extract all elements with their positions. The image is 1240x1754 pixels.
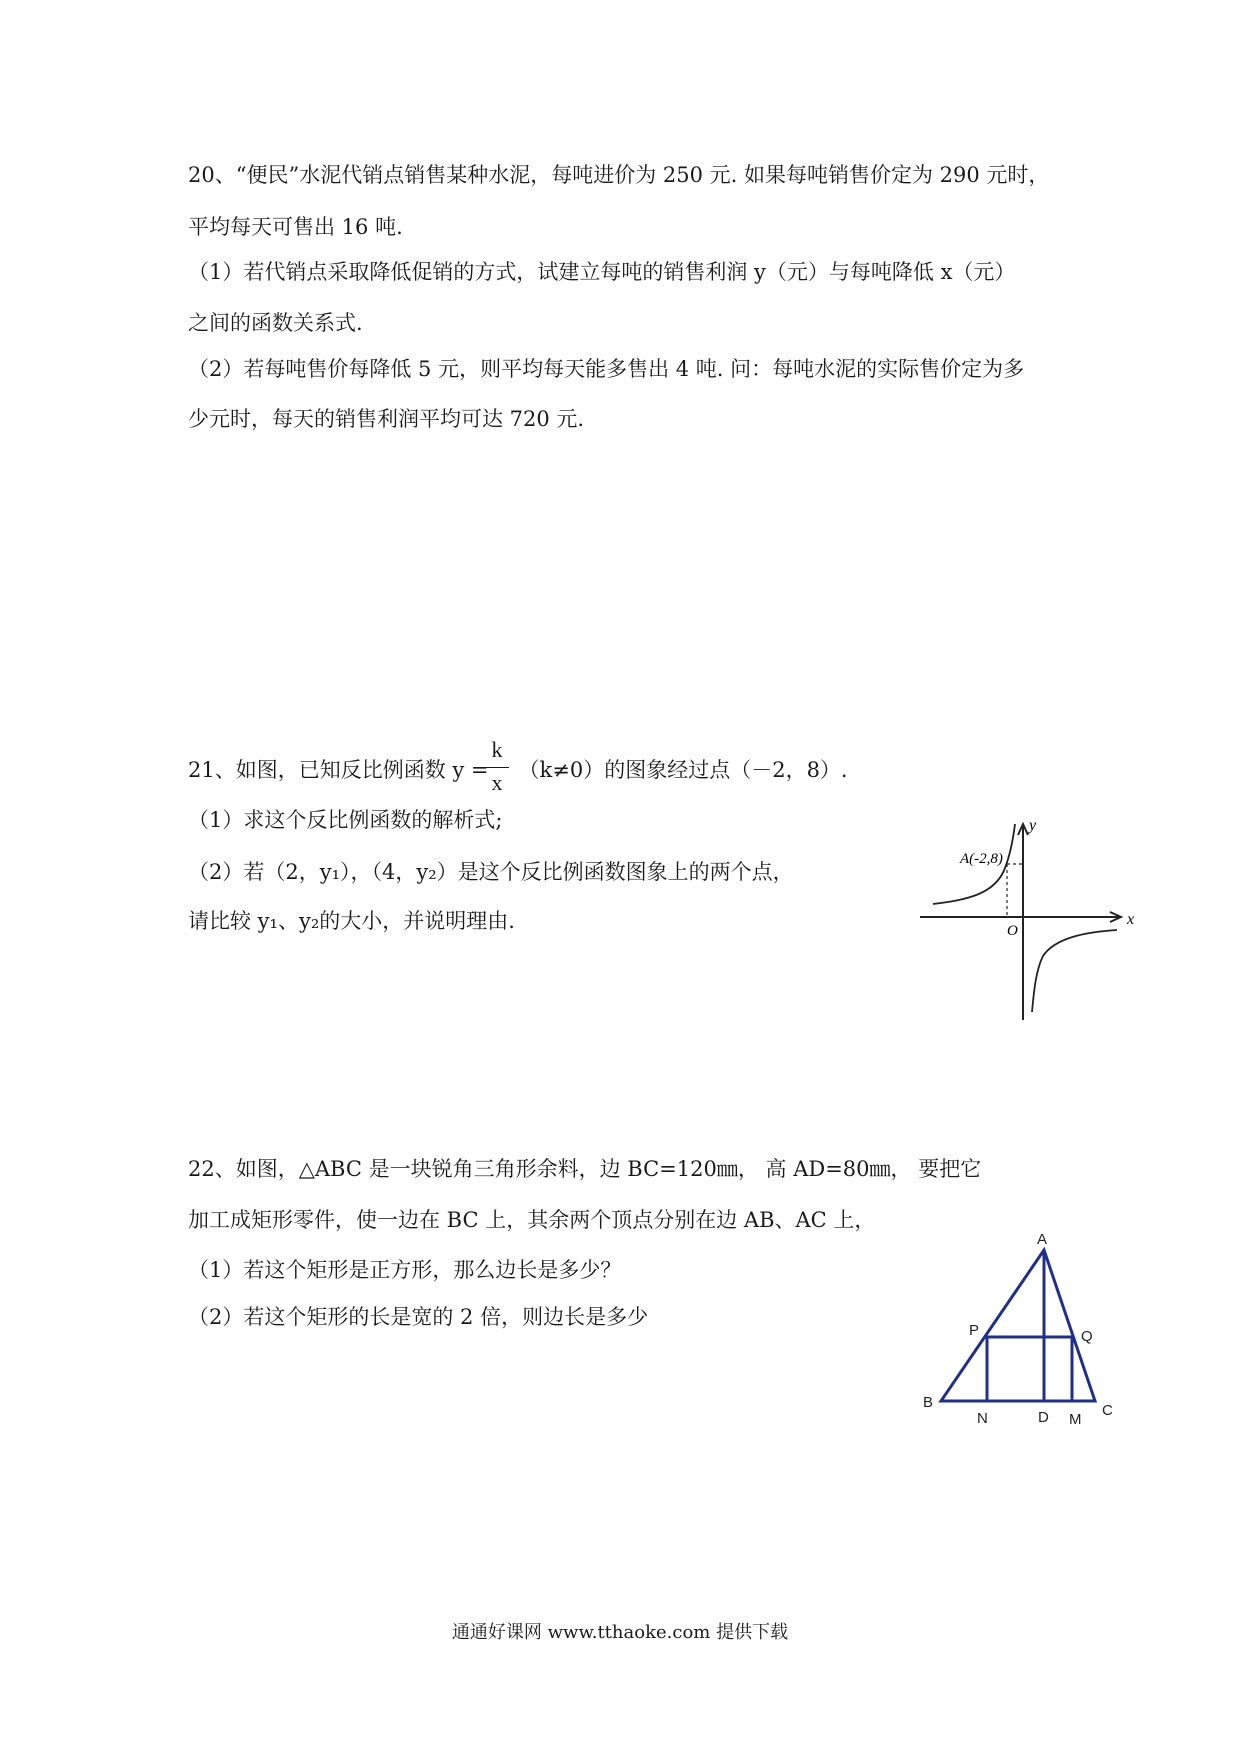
page-footer: 通通好课网 www.tthaoke.com 提供下载	[451, 1622, 789, 1643]
q21-line-4: 请比较 y₁、y₂的大小，并说明理由.	[188, 909, 515, 933]
q21-prefix: 21、如图，已知反比例函数 y =	[188, 758, 489, 782]
label-b: B	[923, 1394, 934, 1411]
fraction-numerator: k	[491, 737, 503, 762]
q20-line-1: 20、“便民”水泥代销点销售某种水泥，每吨进价为 250 元. 如果每吨销售价定为 290 元时，	[188, 163, 1050, 187]
q20-line-3: （1）若代销点采取降低促销的方式，试建立每吨的销售利润 y（元）与每吨降低 x（元）	[188, 260, 1016, 284]
q22-line-3: （1）若这个矩形是正方形，那么边长是多少？	[188, 1258, 622, 1282]
origin-label: O	[1007, 923, 1018, 939]
label-q: Q	[1081, 1328, 1093, 1345]
x-axis-label: x	[1127, 911, 1135, 928]
label-p: P	[969, 1322, 980, 1339]
inscribed-rectangle	[987, 1337, 1072, 1401]
q22-line-2: 加工成矩形零件，使一边在 BC 上，其余两个顶点分别在边 AB、AC 上，	[188, 1208, 876, 1232]
hyperbola-branch-right	[1032, 930, 1117, 1012]
q22-line-4: （2）若这个矩形的长是宽的 2 倍，则边长是多少	[188, 1305, 649, 1329]
q20-line-4: 之间的函数关系式.	[188, 311, 363, 335]
label-n: N	[977, 1410, 988, 1427]
q22-line-1: 22、如图，△ABC 是一块锐角三角形余料，边 BC=120㎜， 高 AD=80㎜， 要把它	[188, 1157, 982, 1181]
fraction-denominator: x	[491, 770, 503, 795]
label-a: A	[1037, 1231, 1048, 1248]
q21-line-3: （2）若（2，y₁），（4，y₂）是这个反比例函数图象上的两个点，	[188, 860, 794, 884]
q21-suffix: （k≠0）的图象经过点（－2，8）.	[518, 758, 848, 782]
point-a-label: A(-2,8)	[960, 851, 1003, 867]
fraction-bar	[485, 767, 509, 768]
label-m: M	[1069, 1411, 1082, 1428]
q20-line-5: （2）若每吨售价每降低 5 元，则平均每天能多售出 4 吨. 问：每吨水泥的实际售价定为多	[188, 357, 1025, 381]
label-d: D	[1038, 1409, 1049, 1426]
hyperbola-figure	[915, 817, 1155, 1050]
q21-line-1	[188, 755, 848, 785]
triangle-figure	[915, 1225, 1135, 1435]
q20-line-2: 平均每天可售出 16 吨.	[188, 215, 403, 239]
q21-line-2: （1）求这个反比例函数的解析式;	[188, 808, 503, 832]
label-c: C	[1102, 1402, 1113, 1419]
q20-line-6: 少元时，每天的销售利润平均可达 720 元.	[188, 407, 585, 431]
y-axis-label: y	[1029, 817, 1037, 834]
